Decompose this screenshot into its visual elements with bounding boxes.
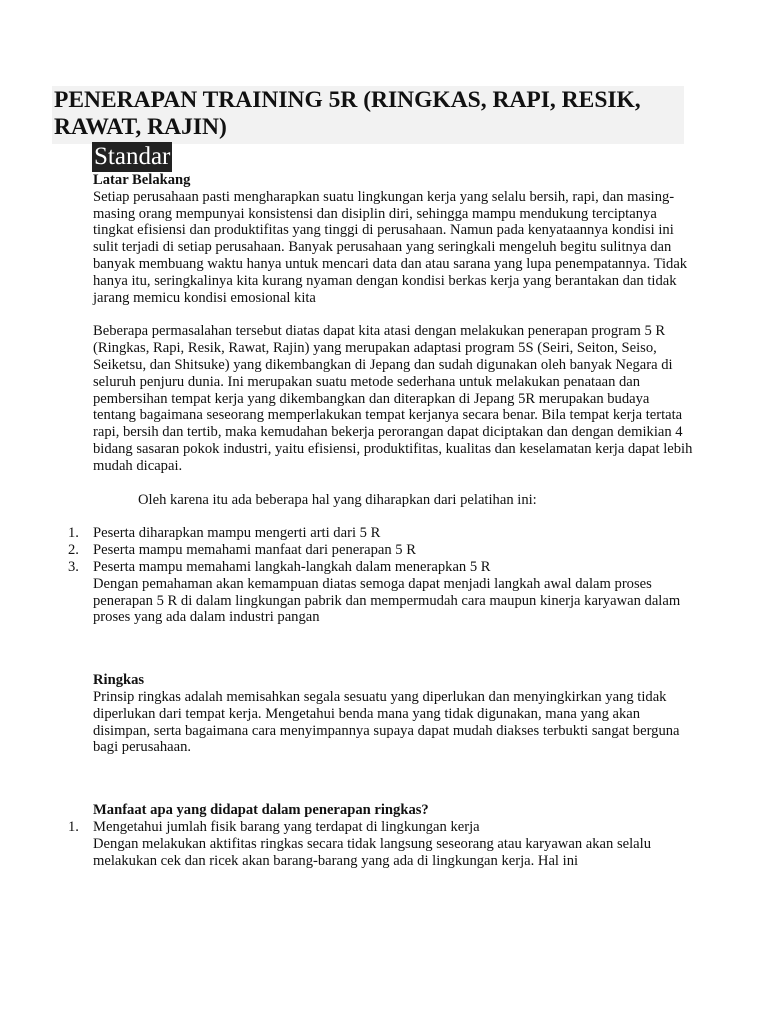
expectation-intro: Oleh karena itu ada beberapa hal yang diharapkan dari pelatihan ini: xyxy=(138,491,537,508)
ringkas-heading: Ringkas xyxy=(93,672,145,689)
document-title: PENERAPAN TRAINING 5R (RINGKAS, RAPI, RESIK, RAWAT, RAJIN) xyxy=(52,86,684,144)
benefit-heading: Manfaat apa yang didapat dalam penerapan ringkas? xyxy=(93,802,429,819)
problem-paragraph: Beberapa permasalahan tersebut diatas dapat kita atasi dengan melakukan penerapan program 5 R (Ringkas, Rapi, Resik, Rawat, Rajin) yang merupakan adaptasi program 5S (Seiri, Seiton, Seiso, Seiketsu, dan Shitsuke) yang dikembangkan di Jepang dan sudah digunakan oleh banyak Negara di seluruh penjuru dunia. Ini merupakan suatu metode sederhana untuk melakukan penataan dan pembersihan tempat kerja yang dikembangkan dan diterapkan di Jepang 5R merupakan budaya tentang bagaimana seseorang memperlakukan tempat kerjanya secara benar. Bila tempat kerja tertata rapi, bersih dan tertib, maka kemudahan bekerja perorangan dapat diciptakan dan dengan demikian 4 bidang sasaran pokok industri, yaitu efisiensi, produktifitas, kualitas dan keselamatan kerja dapat lebih mudah dicapai. xyxy=(93,323,693,474)
ringkas-paragraph: Prinsip ringkas adalah memisahkan segala sesuatu yang diperlukan dan menyingkirkan yang tidak diperlukan dari tempat kerja. Mengetahui benda mana yang tidak digunakan, mana yang akan disimpan, serta bagaimana cara menyimpannya supaya dapat mudah diakses terbukti sangat berguna bagi perusahaan. xyxy=(93,688,680,756)
expectation-followup: Dengan pemahaman akan kemampuan diatas semoga dapat menjadi langkah awal dalam proses penerapan 5 R di dalam lingkungan pabrik dan mempermudah cara maupun kinerja karyawan dalam proses yang ada dalam industri pangan xyxy=(93,575,681,626)
list-item: 1. Mengetahui jumlah fisik barang yang terdapat di lingkungan kerja xyxy=(68,818,480,835)
expectation-list xyxy=(68,525,693,575)
list-item: 3. Peserta mampu memahami langkah-langkah dalam menerapkan 5 R xyxy=(68,558,491,575)
benefit-list xyxy=(68,818,693,836)
list-item: 2. Peserta mampu memahami manfaat dari penerapan 5 R xyxy=(68,542,416,559)
background-heading: Latar Belakang xyxy=(93,172,191,188)
standar-badge: Standar xyxy=(94,143,171,170)
benefit-followup: Dengan melakukan aktifitas ringkas secara tidak langsung seseorang atau karyawan akan selalu melakukan cek dan ricek akan barang-barang yang ada di lingkungan kerja. Hal ini xyxy=(93,835,651,869)
list-item: 1. Peserta diharapkan mampu mengerti arti dari 5 R xyxy=(68,525,381,542)
background-paragraph: Setiap perusahaan pasti mengharapkan suatu lingkungan kerja yang selalu bersih, rapi, dan masing-masing orang mempunyai konsistensi dan disiplin diri, sehingga mampu mendukung terciptanya tingkat efisiensi dan produktifitas yang tinggi di perusahaan. Namun pada kenyataannya kondisi ini sulit terjadi di setiap perusahaan. Banyak perusahaan yang seringkali mengeluh begitu sulitnya dan banyak membuang waktu hanya untuk mencari data dan atau sarana yang lupa penempatannya. Tidak hanya itu, seringkalinya kita kurang nyaman dengan kondisi berkas kerja yang berantakan dan tidak jarang memicu kondisi emosional kita xyxy=(93,188,688,306)
document-body xyxy=(68,172,693,869)
